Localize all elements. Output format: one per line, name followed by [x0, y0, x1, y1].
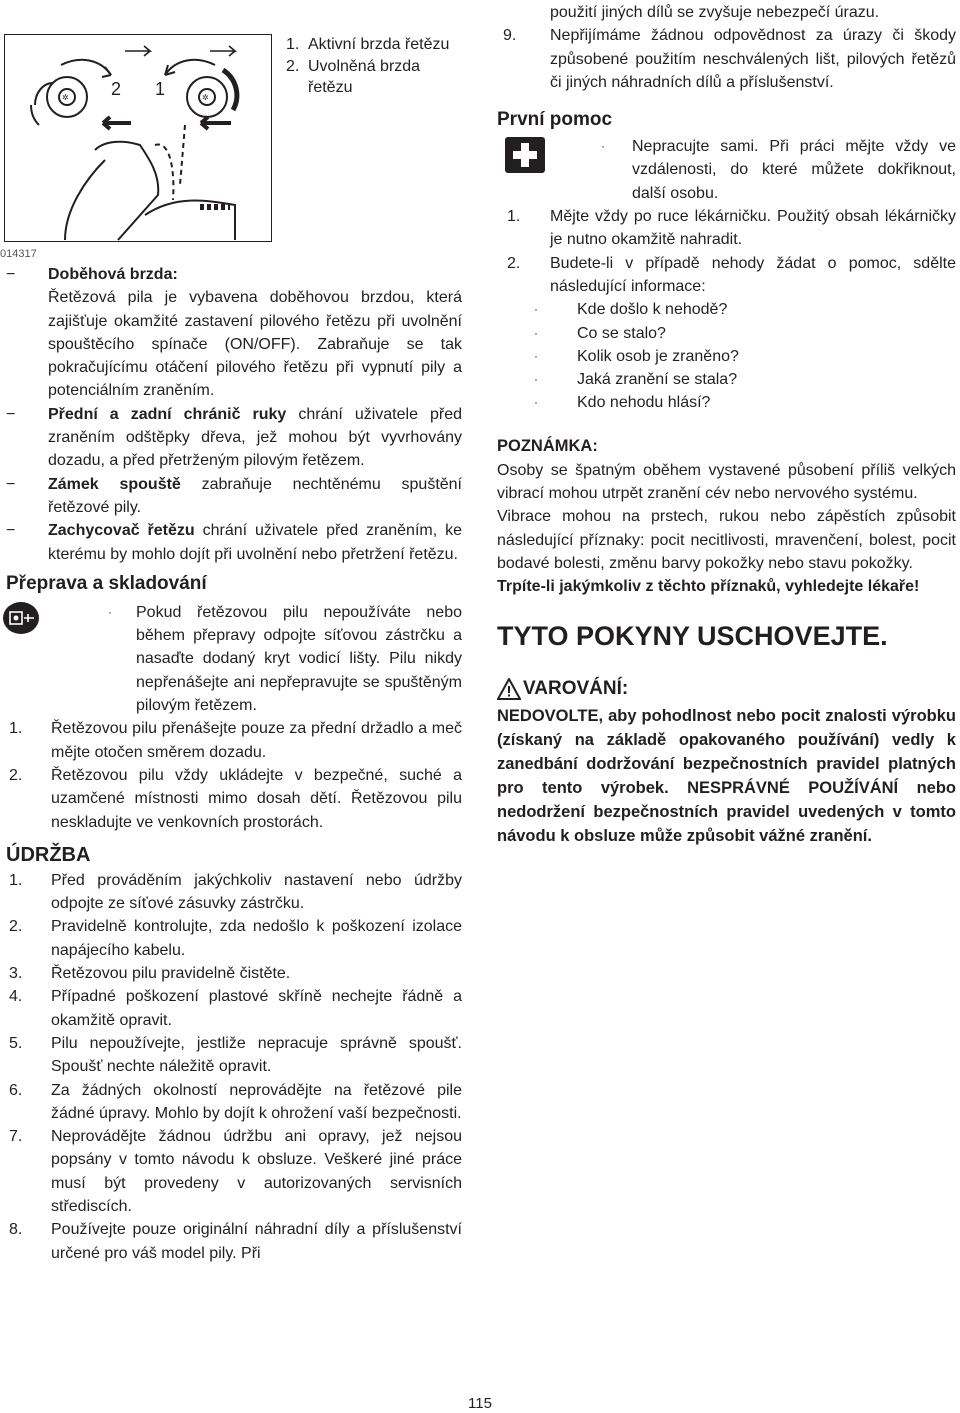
figure-captions	[286, 34, 456, 99]
caption-item: 2. Uvolněná brzda řetězu	[286, 57, 421, 96]
first-aid-bullet: · Kdo nehodu hlásí?	[534, 394, 711, 412]
section-title-transport: Přeprava a skladování	[6, 572, 207, 594]
section-title-first-aid: První pomoc	[497, 109, 613, 131]
first-aid-bullet: · Co se stalo?	[534, 324, 666, 342]
svg-text:✲: ✲	[62, 93, 69, 102]
first-aid-bullet: · Jaká zranění se stala?	[534, 371, 738, 389]
transport-note: · Pokud řetězovou pilu nepoužíváte nebo během přepravy odpojte síťovou zástrčku a nasaďte dodaný kryt vodicí lišty. Pilu nikdy nepřenášejte ani nepřepravujte se spuštěným pilovým řetězem.	[6, 601, 462, 717]
continued-text: použití jiných dílů se zvyšuje nebezpečí úrazu.	[550, 4, 880, 21]
first-aid-item: 2. Budete-li v případě nehody žádat o pomoc, sdělte následující informace:	[507, 254, 956, 295]
left-column	[6, 263, 462, 1265]
maintenance-item: 2. Pravidelně kontrolujte, zda nedošlo k poškození izolace napájecího kabelu.	[9, 918, 462, 959]
transport-item: 2. Řetězovou pilu vždy ukládejte v bezpečné, suché a uzamčené místnosti mimo dosah dětí. Řetězovou pilu neskladujte ve venkovních prostorách.	[9, 766, 462, 831]
maintenance-item: 4. Případné poškození plastové skříně nechejte řádně a okamžitě opravit.	[9, 988, 462, 1029]
feature-item: − Zachycovač řetězu chrání uživatele před zraněním, ke kterému by mohlo dojít při uvolnění nebo přetržení řetězu.	[6, 522, 462, 563]
maintenance-item: 5. Pilu nepoužívejte, jestliže nepracuje správně spoušť. Spoušť nechte náležitě opravit.	[9, 1034, 462, 1076]
svg-text:✲: ✲	[202, 93, 209, 102]
note-paragraph: Vibrace mohou na prstech, rukou nebo zápěstích způsobit následující příznaky: pocit necitlivosti, mravenčení, bolest, pocit bodavé bolesti, změnu barvy pokožky nebo stavu pokožky.	[497, 508, 956, 572]
first-aid-item: 1. Mějte vždy po ruce lékárničku. Použitý obsah lékárničky je nutno okamžitě nahradit.	[507, 208, 956, 249]
feature-item: − Doběhová brzda: Řetězová pila je vybavena doběhovou brzdou, která zajišťuje okamžité zastavení pilového řetězu při uvolnění spouštěcího spínače (ON/OFF). Zabraňuje se tak pokračujícímu otáčení pilového řetězu při vypnutí pily a potenciálním zraněním.	[6, 266, 462, 400]
note-paragraph: Osoby se špatným oběhem vystavené působení příliš velkých vibrací mohou utrpět zranění cév nebo nervového systému.	[497, 461, 956, 503]
maintenance-item: 6. Za žádných okolností neprovádějte na řetězové pile žádné úpravy. Mohlo by dojít k ohrožení vaší bezpečnosti.	[9, 1081, 462, 1122]
feature-item: − Zámek spouště zabraňuje nechtěnému spuštění řetězové pily.	[6, 475, 463, 516]
figure-code: 014317	[0, 248, 37, 260]
transport-item: 1. Řetězovou pilu přenášejte pouze za přední držadlo a meč mějte otočen směrem dozadu.	[9, 720, 462, 761]
maintenance-item: 3. Řetězovou pilu pravidelně čistěte.	[9, 965, 291, 983]
warning-icon	[497, 678, 521, 700]
right-column	[497, 0, 956, 848]
warning-heading: VAROVÁNÍ:	[497, 678, 956, 700]
list-item-9: 9. Nepřijímáme žádnou odpovědnost za úrazy či škody způsobené použitím neschválených lišt, pilových řetězů či jiných náhradních dílů a příslušenství.	[503, 27, 956, 91]
maintenance-item: 7. Neprovádějte žádnou údržbu ani opravy, jež nejsou popsány v tomto návodu k obsluze. Veškeré jiné práce musí být provedeny v autorizovaných servisních střediscích.	[9, 1128, 462, 1215]
chainsaw-brake-illustration	[5, 35, 272, 242]
note-title: POZNÁMKA:	[497, 436, 598, 455]
maintenance-item: 1. Před prováděním jakýchkoliv nastavení nebo údržby odpojte ze síťové zásuvky zástrčku.	[9, 871, 462, 913]
note-paragraph-bold: Trpíte-li jakýmkoliv z těchto příznaků, vyhledejte lékaře!	[497, 578, 920, 596]
first-aid-bullet: · Kde došlo k nehodě?	[534, 301, 728, 319]
feature-item: − Přední a zadní chránič ruky chrání uživatele před zraněním odštěpky dřeva, jež mohou být vyvrhovány dozadu, a před přetrženým pilovým řetězem.	[6, 405, 462, 470]
page-number: 115	[468, 1395, 492, 1412]
section-title-maintenance: ÚDRŽBA	[6, 843, 91, 866]
figure-label-1: 1	[155, 79, 166, 99]
caption-item: 1. Aktivní brzda řetězu	[286, 36, 450, 53]
keep-instructions-heading: TYTO POKYNY USCHOVEJTE.	[497, 620, 888, 651]
maintenance-item: 8. Používejte pouze originální náhradní díly a příslušenství určené pro váš model pily. Při	[9, 1221, 462, 1262]
chain-brake-figure	[4, 34, 272, 242]
figure-label-2: 2	[111, 79, 122, 99]
first-aid-bullet: · Kolik osob je zraněno?	[534, 347, 739, 365]
first-aid-note: · Nepracujte sami. Při práci mějte vždy ve vzdálenosti, do které můžete dokřiknout, další osobu.	[497, 135, 956, 205]
warning-text: NEDOVOLTE, aby pohodlnost nebo pocit znalosti výrobku (získaný na základě opakovaného používání) vedly k zanedbání dodržování bezpečnostních pravidel platných pro tento výrobek. NESPRÁVNÉ POUŽÍVÁNÍ nebo nedodržení bezpečnostních pravidel uvedených v tomto návodu k obsluze může způsobit vážné zranění.	[497, 706, 956, 845]
